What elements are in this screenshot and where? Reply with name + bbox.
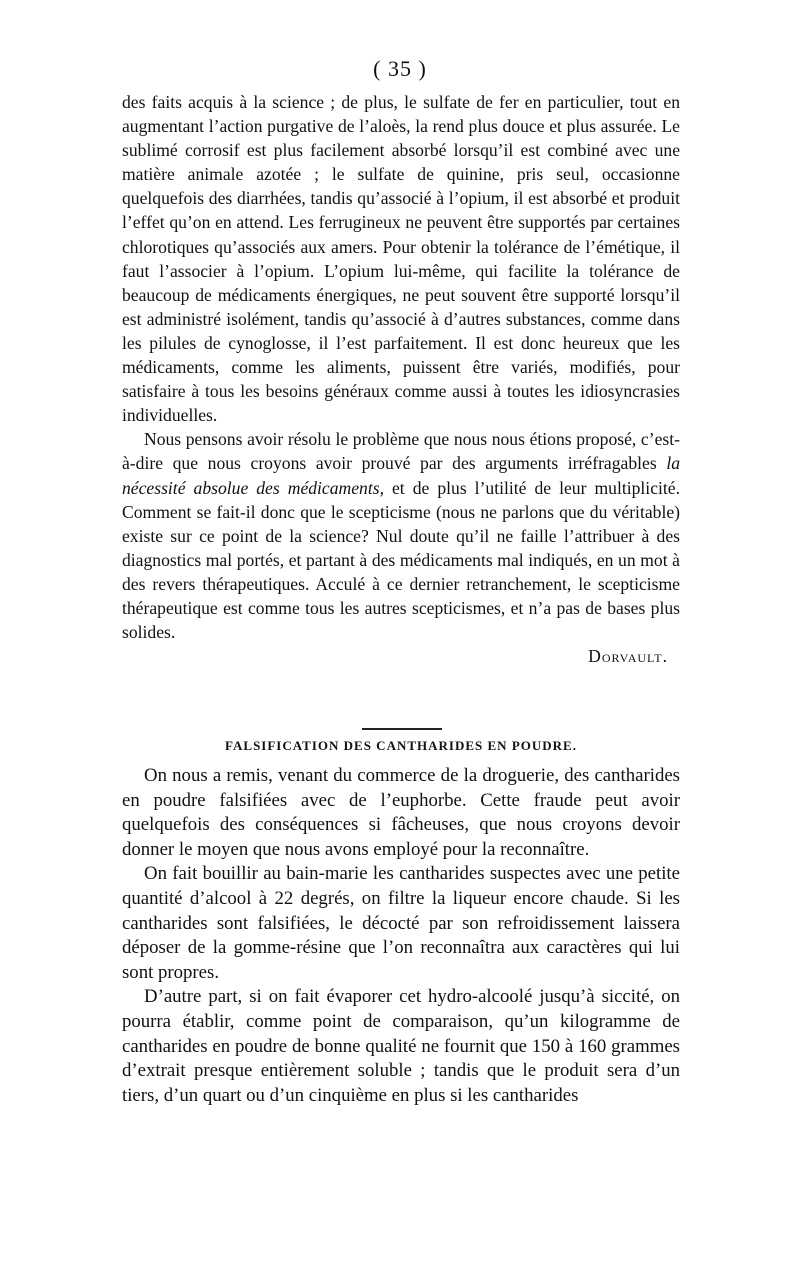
paragraph-text: Nous pensons avoir résolu le problème que nous nous étions proposé, c’est-à-dire que nous croyons avoir prouvé par des arguments irréfragables (122, 429, 680, 474)
author-signature: Dorvault. (588, 646, 668, 667)
paragraph: On nous a remis, venant du commerce de la droguerie, des cantharides en poudre falsifiées avec de l’euphorbe. Cette fraude peut avoir quelquefois des conséquences si fâcheuses, que nous croyons devoir donner le moyen que nous avons employé pour la reconnaître. (122, 765, 680, 860)
paragraph: On fait bouillir au bain-marie les cantharides suspectes avec une petite quantité d’alcool à 22 degrés, on filtre la liqueur encore chaude. Si les cantharides sont falsifiées, le décocté par son refroidissement laissera déposer de la gomme-résine que l’on reconnaîtra aux caractères qui lui sont propres. (122, 863, 680, 983)
paragraph: D’autre part, si on fait évaporer cet hydro-alcoolé jusqu’à siccité, on pourra établir, comme point de comparaison, qu’un kilogramme de cantharides en poudre de bonne qualité ne fournit que 150 à 160 grammes d’extrait presque entièrement soluble ; tandis que le produit sera d’un tiers, d’un quart ou d’un cinquième en plus si les cantharides (122, 986, 680, 1106)
section-divider (362, 728, 442, 730)
italic-phrase: la nécessité absolue des médicaments, (122, 453, 680, 498)
paragraph-text: et de plus l’utilité de leur multiplicité. Comment se fait-il donc que le scepticisme (nous ne parlons que du véritable) existe sur ce point de la science? Nul doute qu’il ne faille l’attribuer à des diagnostics mal portés, et partant à des médicaments mal indiqués, en un mot à des revers thérapeutiques. Acculé à ce dernier retranchement, le scepticisme thérapeutique est comme tous les autres scepticismes, et n’a pas de bases plus solides. (122, 477, 680, 643)
article-body (122, 764, 680, 1108)
paragraph: des faits acquis à la science ; de plus, le sulfate de fer en particulier, tout en augmentant l’action purgative de l’aloès, la rend plus douce et plus assurée. Le sublimé corrosif est plus facilement absorbé lorsqu’il est combiné avec une matière animale azotée ; le sulfate de quinine, pris seul, occasionne quelquefois des diarrhées, tandis qu’associé à l’opium, il est absorbé et produit l’effet qu’on en attend. Les ferrugineux ne peuvent être supportés par certaines chlorotiques qu’associés aux amers. Pour obtenir la tolérance de l’émétique, il faut l’associer à l’opium. L’opium lui-même, qui facilite la tolérance de beaucoup de médicaments énergiques, ne peut souvent être supporté lorsqu’il est administré isolément, tandis qu’associé à d’autres substances, comme dans les pilules de cynoglosse, il l’est parfaitement. Il est donc heureux que les médicaments, comme les aliments, puissent être variés, modifiés, pour satisfaire à tous les besoins généraux comme aussi à toutes les idiosyncrasies individuelles. (122, 92, 680, 426)
page-number: ( 35 ) (373, 56, 427, 81)
section-heading: FALSIFICATION DES CANTHARIDES EN POUDRE. (225, 738, 577, 753)
paragraph (122, 427, 680, 644)
article-continuation (122, 90, 680, 668)
